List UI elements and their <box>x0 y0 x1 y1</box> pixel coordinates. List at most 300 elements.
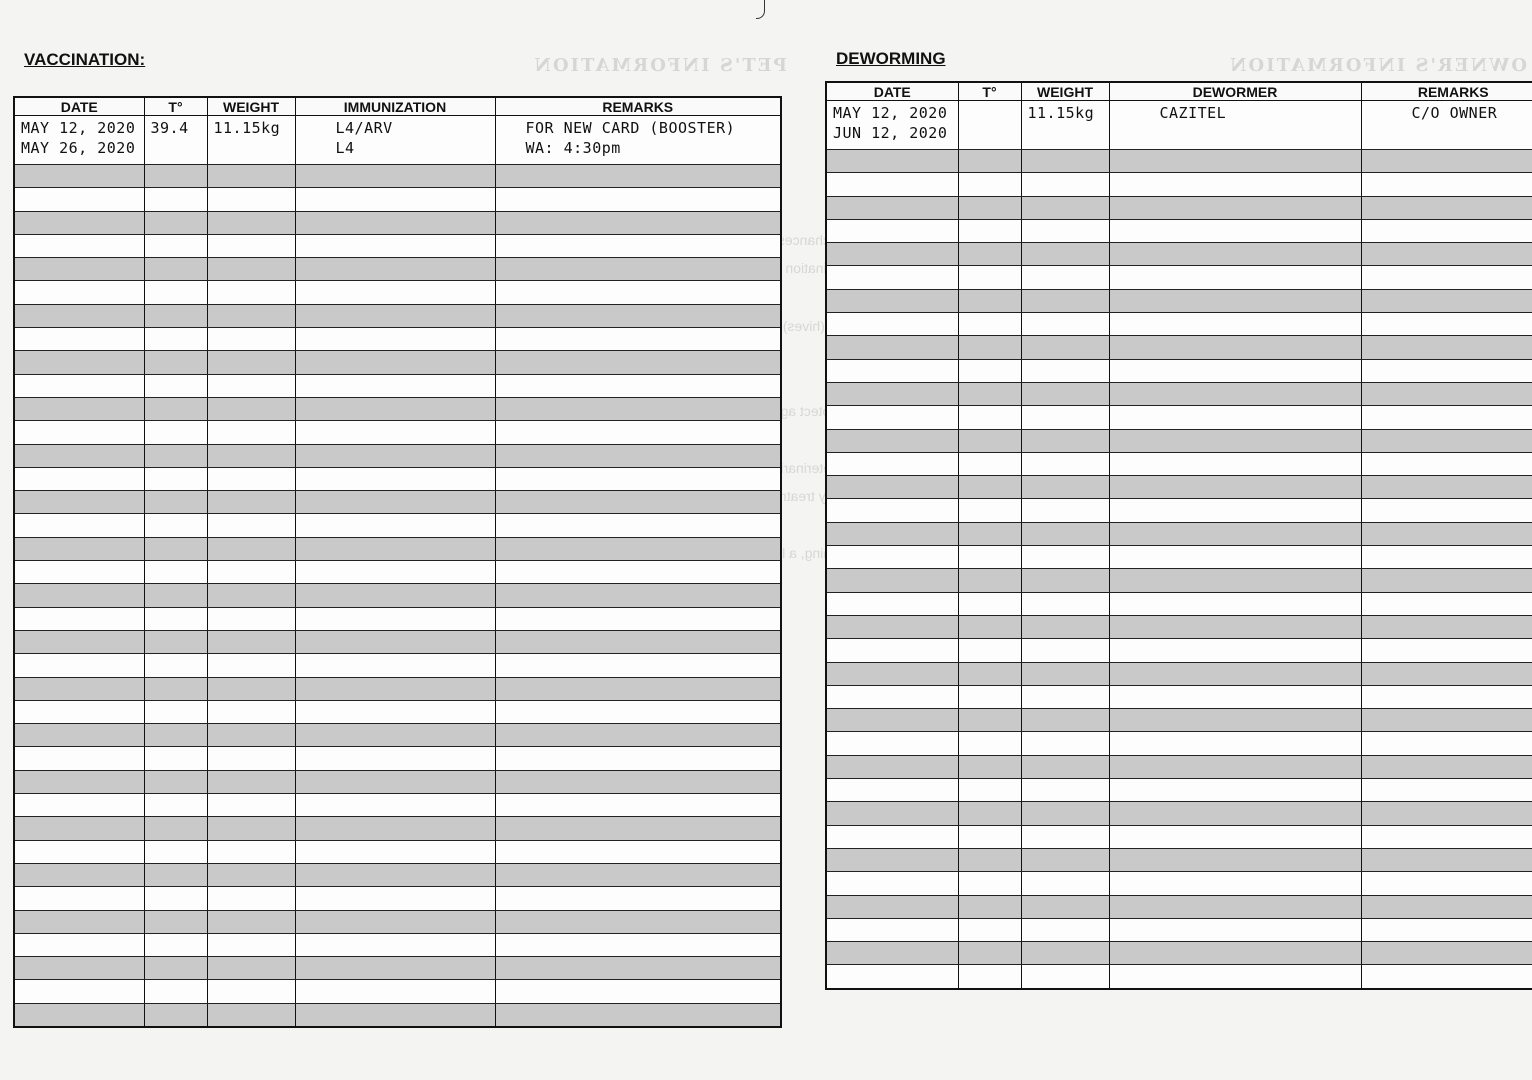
vaccination-blank-cell <box>295 584 495 607</box>
vaccination-header-date: DATE <box>14 97 144 116</box>
deworming-date-2: JUN 12, 2020 <box>833 124 948 142</box>
vaccination-blank-cell <box>295 467 495 490</box>
deworming-blank-cell <box>958 825 1021 848</box>
vaccination-blank-cell <box>144 677 207 700</box>
deworming-date-1: MAY 12, 2020 <box>833 104 948 122</box>
vaccination-blank-cell <box>295 654 495 677</box>
deworming-blank-cell <box>1361 848 1532 871</box>
vaccination-blank-cell <box>14 863 144 886</box>
vaccination-blank-row <box>14 584 781 607</box>
deworming-blank-cell <box>1361 173 1532 196</box>
vaccination-blank-cell <box>295 234 495 257</box>
vaccination-blank-cell <box>144 700 207 723</box>
vaccination-blank-row <box>14 234 781 257</box>
vaccination-title: VACCINATION: <box>24 50 146 69</box>
vaccination-blank-cell <box>144 304 207 327</box>
vaccination-header-row <box>14 97 781 116</box>
deworming-blank-row <box>826 662 1532 685</box>
deworming-blank-cell <box>1361 150 1532 173</box>
vaccination-blank-row <box>14 933 781 956</box>
deworming-blank-row <box>826 732 1532 755</box>
deworming-blank-row <box>826 429 1532 452</box>
deworming-header-temp: T° <box>958 82 1021 101</box>
vaccination-blank-cell <box>495 467 781 490</box>
vaccination-blank-cell <box>207 584 295 607</box>
deworming-header-weight: WEIGHT <box>1021 82 1109 101</box>
vaccination-blank-cell <box>14 747 144 770</box>
deworming-blank-cell <box>1361 266 1532 289</box>
vaccination-blank-cell <box>144 630 207 653</box>
vaccination-header-remarks: REMARKS <box>495 97 781 116</box>
vaccination-blank-cell <box>207 933 295 956</box>
deworming-blank-cell <box>1109 825 1361 848</box>
vaccination-blank-row <box>14 677 781 700</box>
deworming-blank-row <box>826 219 1532 242</box>
deworming-blank-cell <box>1109 313 1361 336</box>
deworming-blank-cell <box>958 872 1021 895</box>
vaccination-blank-cell <box>14 397 144 420</box>
deworming-blank-cell <box>1021 546 1109 569</box>
vaccination-date-cell <box>14 116 144 165</box>
deworming-blank-cell <box>826 150 958 173</box>
vaccination-blank-cell <box>295 165 495 188</box>
vaccination-blank-cell <box>495 328 781 351</box>
vaccination-blank-cell <box>495 887 781 910</box>
vaccination-immunization-1: L4/ARV <box>335 119 393 137</box>
deworming-blank-cell <box>1109 848 1361 871</box>
vaccination-table <box>13 96 782 1028</box>
vaccination-blank-cell <box>495 910 781 933</box>
deworming-blank-cell <box>1109 546 1361 569</box>
vaccination-blank-cell <box>14 607 144 630</box>
vaccination-blank-cell <box>14 910 144 933</box>
vaccination-blank-cell <box>207 561 295 584</box>
vaccination-blank-cell <box>144 770 207 793</box>
vaccination-blank-cell <box>495 724 781 747</box>
vaccination-blank-cell <box>295 887 495 910</box>
vaccination-blank-cell <box>207 794 295 817</box>
vaccination-blank-cell <box>495 234 781 257</box>
vaccination-blank-cell <box>144 234 207 257</box>
vaccination-blank-cell <box>144 794 207 817</box>
deworming-blank-row <box>826 848 1532 871</box>
deworming-blank-cell <box>1021 569 1109 592</box>
deworming-blank-row <box>826 359 1532 382</box>
vaccination-blank-cell <box>295 980 495 1003</box>
vaccination-blank-cell <box>207 258 295 281</box>
deworming-blank-cell <box>1361 196 1532 219</box>
vaccination-blank-cell <box>144 444 207 467</box>
deworming-blank-cell <box>958 150 1021 173</box>
vaccination-blank-cell <box>495 654 781 677</box>
vaccination-blank-cell <box>14 887 144 910</box>
deworming-blank-cell <box>1021 243 1109 266</box>
vaccination-blank-cell <box>295 211 495 234</box>
vaccination-header-immunization: IMMUNIZATION <box>295 97 495 116</box>
deworming-blank-cell <box>826 895 958 918</box>
vaccination-blank-cell <box>14 980 144 1003</box>
deworming-blank-row <box>826 802 1532 825</box>
vaccination-remarks-1: FOR NEW CARD (BOOSTER) <box>525 119 736 137</box>
deworming-blank-cell <box>1021 429 1109 452</box>
deworming-blank-cell <box>1361 592 1532 615</box>
vaccination-blank-row <box>14 794 781 817</box>
deworming-blank-cell <box>1109 639 1361 662</box>
vaccination-blank-cell <box>495 444 781 467</box>
vaccination-blank-row <box>14 840 781 863</box>
deworming-blank-cell <box>1021 685 1109 708</box>
vaccination-blank-cell <box>14 304 144 327</box>
deworming-blank-cell <box>1109 266 1361 289</box>
deworming-blank-cell <box>958 476 1021 499</box>
vaccination-blank-row <box>14 281 781 304</box>
deworming-blank-cell <box>1361 546 1532 569</box>
deworming-blank-row <box>826 965 1532 989</box>
deworming-blank-cell <box>1361 685 1532 708</box>
deworming-blank-cell <box>1021 289 1109 312</box>
vaccination-blank-row <box>14 351 781 374</box>
deworming-blank-cell <box>1021 476 1109 499</box>
deworming-dewormer: CAZITEL <box>1159 104 1227 122</box>
deworming-blank-cell <box>826 476 958 499</box>
deworming-blank-cell <box>958 219 1021 242</box>
vaccination-blank-cell <box>144 421 207 444</box>
vaccination-blank-cell <box>295 817 495 840</box>
deworming-blank-row <box>826 825 1532 848</box>
vaccination-blank-cell <box>144 863 207 886</box>
deworming-blank-row <box>826 522 1532 545</box>
deworming-header-remarks: REMARKS <box>1361 82 1532 101</box>
vaccination-blank-cell <box>207 304 295 327</box>
deworming-blank-row <box>826 615 1532 638</box>
deworming-dewormer-cell <box>1109 101 1361 150</box>
deworming-blank-cell <box>1361 569 1532 592</box>
deworming-blank-cell <box>958 406 1021 429</box>
vaccination-blank-cell <box>14 165 144 188</box>
deworming-blank-row <box>826 336 1532 359</box>
vaccination-blank-cell <box>207 887 295 910</box>
vaccination-blank-cell <box>14 258 144 281</box>
deworming-blank-cell <box>1021 313 1109 336</box>
vaccination-blank-cell <box>295 747 495 770</box>
deworming-blank-cell <box>1109 382 1361 405</box>
vaccination-remarks-cell <box>495 116 781 165</box>
vaccination-blank-cell <box>14 467 144 490</box>
deworming-blank-cell <box>826 499 958 522</box>
deworming-blank-row <box>826 150 1532 173</box>
vaccination-blank-row <box>14 910 781 933</box>
deworming-blank-row <box>826 313 1532 336</box>
deworming-blank-cell <box>1109 965 1361 989</box>
deworming-blank-cell <box>958 569 1021 592</box>
vaccination-blank-cell <box>14 677 144 700</box>
deworming-blank-cell <box>1361 918 1532 941</box>
deworming-blank-cell <box>1021 219 1109 242</box>
vaccination-blank-cell <box>295 258 495 281</box>
bleed-through-background: PET'S INFORMATION OWNER'S INFORMATION chances vaccination (hives) protect veterinarian. treatment a <box>532 55 1527 561</box>
deworming-blank-cell <box>1021 802 1109 825</box>
vaccination-blank-cell <box>495 933 781 956</box>
vaccination-blank-row <box>14 770 781 793</box>
vaccination-blank-cell <box>295 444 495 467</box>
deworming-blank-cell <box>958 522 1021 545</box>
vaccination-blank-cell <box>14 491 144 514</box>
vaccination-blank-cell <box>295 561 495 584</box>
deworming-blank-cell <box>1109 685 1361 708</box>
deworming-blank-cell <box>1361 289 1532 312</box>
deworming-blank-cell <box>958 452 1021 475</box>
deworming-blank-cell <box>1021 615 1109 638</box>
vaccination-blank-cell <box>295 794 495 817</box>
vaccination-blank-cell <box>495 281 781 304</box>
vaccination-blank-cell <box>295 1003 495 1027</box>
vaccination-blank-cell <box>144 817 207 840</box>
vaccination-blank-row <box>14 328 781 351</box>
vaccination-blank-cell <box>14 700 144 723</box>
deworming-blank-cell <box>1361 709 1532 732</box>
deworming-table <box>825 81 1532 990</box>
vaccination-blank-cell <box>207 234 295 257</box>
vaccination-blank-row <box>14 304 781 327</box>
vaccination-blank-row <box>14 607 781 630</box>
vaccination-blank-cell <box>495 1003 781 1027</box>
vaccination-blank-cell <box>495 258 781 281</box>
vaccination-blank-cell <box>295 397 495 420</box>
deworming-blank-cell <box>826 592 958 615</box>
deworming-blank-cell <box>826 779 958 802</box>
deworming-blank-row <box>826 569 1532 592</box>
deworming-temp-cell <box>958 101 1021 150</box>
deworming-blank-cell <box>826 452 958 475</box>
deworming-blank-cell <box>1021 266 1109 289</box>
deworming-blank-cell <box>826 382 958 405</box>
deworming-blank-cell <box>958 755 1021 778</box>
deworming-blank-cell <box>826 825 958 848</box>
deworming-blank-cell <box>1109 452 1361 475</box>
deworming-blank-cell <box>826 522 958 545</box>
deworming-blank-cell <box>1109 336 1361 359</box>
vaccination-blank-cell <box>495 630 781 653</box>
vaccination-blank-row <box>14 887 781 910</box>
vaccination-blank-cell <box>295 188 495 211</box>
deworming-blank-cell <box>1021 662 1109 685</box>
deworming-blank-cell <box>958 289 1021 312</box>
deworming-blank-cell <box>1021 592 1109 615</box>
vaccination-blank-cell <box>295 863 495 886</box>
vaccination-blank-row <box>14 863 781 886</box>
vaccination-blank-cell <box>14 351 144 374</box>
deworming-blank-cell <box>1109 732 1361 755</box>
deworming-entry-row <box>826 101 1532 150</box>
deworming-blank-cell <box>1021 452 1109 475</box>
deworming-blank-cell <box>1109 359 1361 382</box>
vaccination-blank-cell <box>207 630 295 653</box>
vaccination-blank-cell <box>295 910 495 933</box>
vaccination-blank-cell <box>495 537 781 560</box>
vaccination-blank-cell <box>295 514 495 537</box>
deworming-blank-cell <box>958 918 1021 941</box>
vaccination-blank-cell <box>495 165 781 188</box>
vaccination-blank-cell <box>495 957 781 980</box>
vaccination-blank-cell <box>207 840 295 863</box>
vaccination-blank-row <box>14 514 781 537</box>
deworming-blank-cell <box>826 313 958 336</box>
vaccination-blank-cell <box>14 654 144 677</box>
deworming-blank-row <box>826 499 1532 522</box>
deworming-blank-cell <box>1109 219 1361 242</box>
deworming-blank-cell <box>1109 709 1361 732</box>
deworming-blank-row <box>826 382 1532 405</box>
vaccination-blank-cell <box>144 980 207 1003</box>
vaccination-blank-row <box>14 537 781 560</box>
deworming-blank-cell <box>958 266 1021 289</box>
deworming-blank-cell <box>1021 406 1109 429</box>
deworming-blank-cell <box>826 848 958 871</box>
vaccination-blank-row <box>14 1003 781 1027</box>
vaccination-blank-cell <box>144 374 207 397</box>
deworming-blank-cell <box>958 802 1021 825</box>
deworming-weight-cell <box>1021 101 1109 150</box>
vaccination-blank-cell <box>207 351 295 374</box>
deworming-blank-cell <box>1021 755 1109 778</box>
deworming-blank-cell <box>826 662 958 685</box>
deworming-blank-cell <box>1021 872 1109 895</box>
deworming-blank-row <box>826 452 1532 475</box>
deworming-blank-cell <box>826 615 958 638</box>
deworming-blank-cell <box>1361 336 1532 359</box>
deworming-blank-cell <box>826 406 958 429</box>
vaccination-blank-cell <box>207 281 295 304</box>
deworming-blank-cell <box>826 918 958 941</box>
vaccination-blank-cell <box>144 747 207 770</box>
deworming-blank-row <box>826 592 1532 615</box>
vaccination-blank-cell <box>14 561 144 584</box>
vaccination-blank-cell <box>207 980 295 1003</box>
vaccination-blank-cell <box>14 794 144 817</box>
deworming-blank-cell <box>958 615 1021 638</box>
vaccination-blank-cell <box>14 584 144 607</box>
deworming-blank-cell <box>1021 965 1109 989</box>
vaccination-blank-cell <box>207 747 295 770</box>
page-fold-mark <box>756 0 765 19</box>
deworming-date-cell <box>826 101 958 150</box>
vaccination-blank-row <box>14 211 781 234</box>
deworming-blank-cell <box>1109 872 1361 895</box>
deworming-blank-cell <box>1109 522 1361 545</box>
vaccination-blank-cell <box>14 328 144 351</box>
deworming-blank-cell <box>1361 639 1532 662</box>
deworming-blank-cell <box>1021 779 1109 802</box>
deworming-blank-cell <box>826 359 958 382</box>
vaccination-blank-row <box>14 817 781 840</box>
deworming-blank-cell <box>826 173 958 196</box>
deworming-blank-cell <box>958 848 1021 871</box>
deworming-blank-cell <box>826 243 958 266</box>
vaccination-blank-cell <box>207 770 295 793</box>
vaccination-blank-cell <box>14 724 144 747</box>
deworming-blank-cell <box>1361 942 1532 965</box>
vaccination-blank-cell <box>144 188 207 211</box>
vaccination-blank-row <box>14 630 781 653</box>
deworming-blank-cell <box>1109 196 1361 219</box>
vaccination-immunization-2: L4 <box>335 139 355 157</box>
deworming-blank-cell <box>1021 918 1109 941</box>
vaccination-blank-cell <box>207 397 295 420</box>
deworming-blank-cell <box>1109 802 1361 825</box>
deworming-blank-cell <box>1361 406 1532 429</box>
deworming-blank-cell <box>958 709 1021 732</box>
vaccination-blank-cell <box>144 281 207 304</box>
deworming-blank-cell <box>1021 150 1109 173</box>
vaccination-blank-cell <box>14 537 144 560</box>
vaccination-blank-cell <box>495 491 781 514</box>
deworming-blank-cell <box>1361 476 1532 499</box>
deworming-blank-cell <box>958 779 1021 802</box>
deworming-header-date: DATE <box>826 82 958 101</box>
deworming-blank-cell <box>826 802 958 825</box>
vaccination-blank-row <box>14 491 781 514</box>
vaccination-blank-row <box>14 724 781 747</box>
deworming-blank-cell <box>826 196 958 219</box>
deworming-blank-cell <box>1021 825 1109 848</box>
deworming-blank-cell <box>958 313 1021 336</box>
vaccination-blank-cell <box>144 607 207 630</box>
vaccination-blank-cell <box>207 1003 295 1027</box>
deworming-blank-row <box>826 406 1532 429</box>
vaccination-blank-cell <box>295 421 495 444</box>
deworming-blank-cell <box>1361 872 1532 895</box>
deworming-blank-cell <box>826 872 958 895</box>
vaccination-blank-cell <box>14 817 144 840</box>
vaccination-blank-cell <box>207 957 295 980</box>
deworming-blank-cell <box>1361 243 1532 266</box>
deworming-blank-cell <box>958 942 1021 965</box>
vaccination-date-1: MAY 12, 2020 <box>21 119 136 137</box>
deworming-blank-cell <box>1021 336 1109 359</box>
deworming-blank-cell <box>958 499 1021 522</box>
vaccination-blank-cell <box>495 397 781 420</box>
deworming-blank-row <box>826 243 1532 266</box>
vaccination-blank-cell <box>495 584 781 607</box>
vaccination-weight: 11.15kg <box>213 119 281 137</box>
vaccination-blank-cell <box>295 351 495 374</box>
deworming-blank-cell <box>1361 499 1532 522</box>
vaccination-blank-cell <box>495 304 781 327</box>
vaccination-blank-cell <box>207 910 295 933</box>
deworming-blank-cell <box>1361 452 1532 475</box>
vaccination-blank-cell <box>295 374 495 397</box>
deworming-blank-cell <box>826 569 958 592</box>
vaccination-blank-cell <box>144 491 207 514</box>
vaccination-blank-cell <box>495 561 781 584</box>
deworming-blank-cell <box>958 429 1021 452</box>
deworming-blank-cell <box>1109 173 1361 196</box>
deworming-remarks-cell <box>1361 101 1532 150</box>
deworming-blank-cell <box>1361 382 1532 405</box>
deworming-blank-row <box>826 755 1532 778</box>
vaccination-header-temp: T° <box>144 97 207 116</box>
deworming-blank-row <box>826 872 1532 895</box>
vaccination-blank-cell <box>207 444 295 467</box>
deworming-blank-cell <box>826 639 958 662</box>
deworming-blank-cell <box>958 662 1021 685</box>
vaccination-blank-row <box>14 980 781 1003</box>
vaccination-blank-cell <box>207 607 295 630</box>
vaccination-blank-cell <box>144 351 207 374</box>
vaccination-blank-cell <box>144 887 207 910</box>
vaccination-blank-cell <box>495 747 781 770</box>
deworming-blank-row <box>826 779 1532 802</box>
